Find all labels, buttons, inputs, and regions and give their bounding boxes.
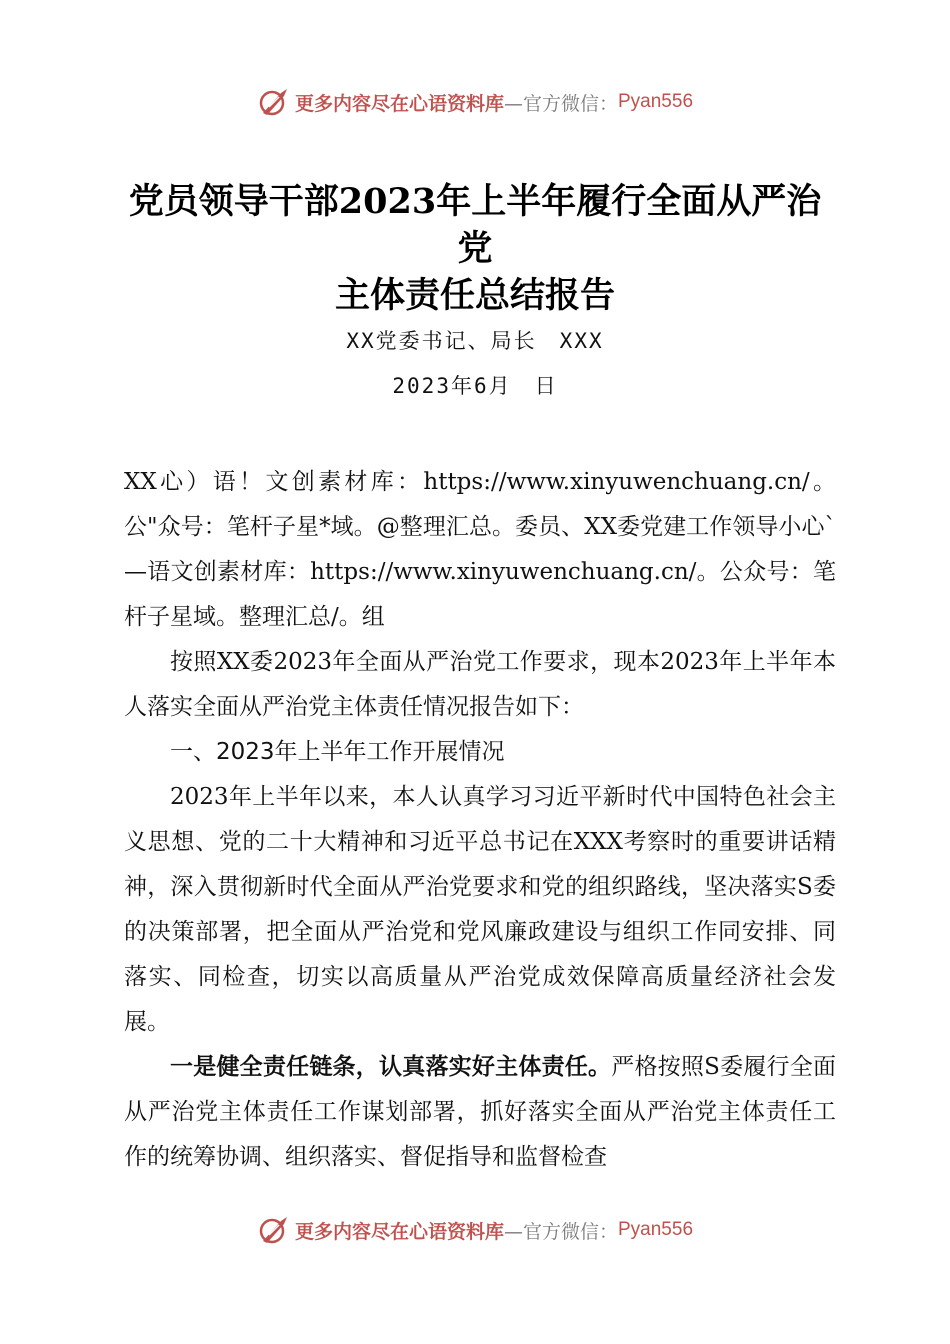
watermark-paragraph: XX心）语！文创素材库：https://www.xinyuwenchuang.cn/。公"众号：笔杆子星*域。@整理汇总。委员、XX委党建工作领导小心`—语文创素材库：https://www.xinyuwenchuang.cn/。公众号：笔杆子星域。整理汇总/。组 xyxy=(124,469,836,630)
document-author: XX党委书记、局长 XXX xyxy=(346,329,604,353)
banner-separator: —官方微信： xyxy=(503,92,618,115)
document-body xyxy=(124,460,836,1180)
title-line-1: 党员领导干部2023年上半年履行全面从严治党 xyxy=(128,181,822,269)
title-line-2: 主体责任总结报告 xyxy=(334,275,615,316)
pen-nib-logo-icon xyxy=(257,85,291,119)
banner-wechat-id: Pyan556 xyxy=(618,91,694,112)
document-title xyxy=(120,178,830,319)
pen-nib-logo-icon xyxy=(257,1213,291,1247)
point-text: 严格按照S委履行全面从严治党主体责任工作谋划部署，抓好落实全面从严治党主体责任工作的统筹协调、组织落实、督促指导和监督检查 xyxy=(124,1054,836,1170)
point-paragraph xyxy=(124,1045,836,1180)
section-heading: 一、2023年上半年工作开展情况 xyxy=(170,739,505,765)
banner-wechat-id: Pyan556 xyxy=(618,1219,694,1240)
point-lead: 一是健全责任链条，认真落实好主体责任。 xyxy=(170,1054,612,1080)
banner-brand-text: 更多内容尽在心语资料库 xyxy=(294,92,504,115)
footer-banner xyxy=(0,1210,950,1250)
banner-brand-text: 更多内容尽在心语资料库 xyxy=(294,1220,504,1243)
banner-separator: —官方微信： xyxy=(503,1220,618,1243)
document-date: 2023年6月 日 xyxy=(392,374,558,398)
intro-paragraph: 按照XX委2023年全面从严治党工作要求，现本2023年上半年本人落实全面从严治党主体责任情况报告如下： xyxy=(124,649,836,720)
header-banner xyxy=(0,82,950,122)
section-paragraph: 2023年上半年以来，本人认真学习习近平新时代中国特色社会主义思想、党的二十大精神和习近平总书记在XXX考察时的重要讲话精神，深入贯彻新时代全面从严治党要求和党的组织路线，坚决落实S委的决策部署，把全面从严治党和党风廉政建设与组织工作同安排、同落实、同检查，切实以高质量从严治党成效保障高质量经济社会发展。 xyxy=(124,784,836,1035)
